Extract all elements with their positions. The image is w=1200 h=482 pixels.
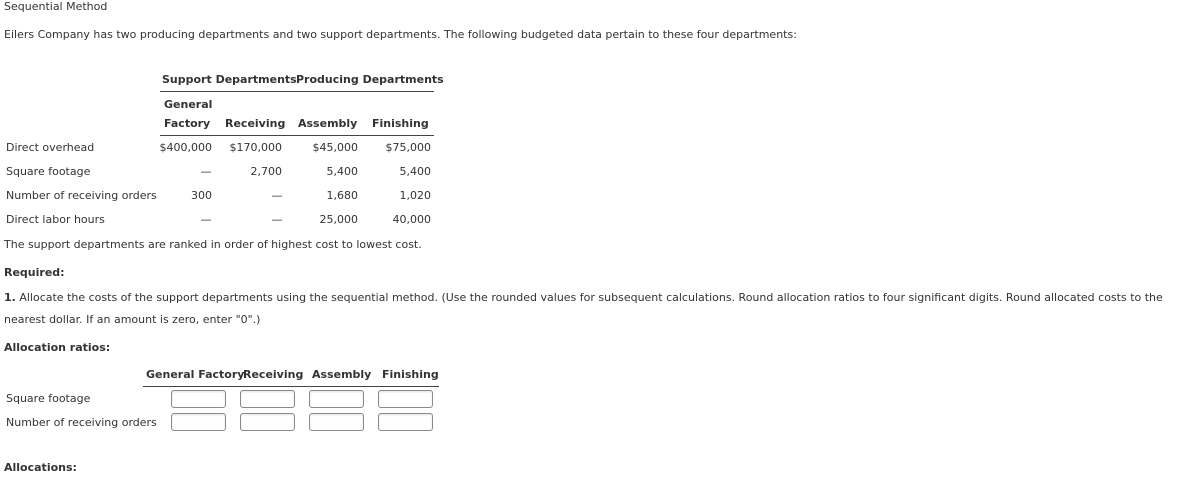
cell-finishing: $75,000 bbox=[385, 141, 431, 154]
cell-finishing: 5,400 bbox=[399, 165, 431, 178]
cell-finishing: 40,000 bbox=[392, 213, 431, 226]
row-label-direct-overhead: Direct overhead bbox=[6, 141, 95, 154]
cell-assembly: 1,680 bbox=[326, 189, 358, 202]
general-header-top: General bbox=[164, 98, 213, 111]
cell-receiving: — bbox=[271, 213, 283, 226]
cell-general: 300 bbox=[191, 189, 212, 202]
question-text bbox=[4, 287, 1196, 331]
cell-receiving: $170,000 bbox=[229, 141, 282, 154]
ratio-input-receiving-orders-assembly[interactable] bbox=[309, 413, 364, 431]
ratio-input-receiving-orders-finishing[interactable] bbox=[378, 413, 433, 431]
ratio-header-assembly: Assembly bbox=[312, 368, 372, 381]
row-label-receiving-orders: Number of receiving orders bbox=[6, 189, 157, 202]
ranking-note: The support departments are ranked in order of highest cost to lowest cost. bbox=[4, 238, 422, 251]
cell-assembly: $45,000 bbox=[312, 141, 358, 154]
cell-general: $400,000 bbox=[159, 141, 212, 154]
allocation-ratios-label: Allocation ratios: bbox=[4, 341, 111, 354]
column-header-rule bbox=[160, 135, 434, 136]
row-label-square-footage: Square footage bbox=[6, 165, 91, 178]
producing-departments-header: Producing Departments bbox=[296, 73, 444, 86]
header-rule bbox=[160, 91, 434, 92]
cell-finishing: 1,020 bbox=[399, 189, 431, 202]
ratio-input-square-footage-general-factory[interactable] bbox=[171, 390, 226, 408]
ratio-row-label-receiving-orders: Number of receiving orders bbox=[6, 416, 157, 429]
row-label-direct-labor-hours: Direct labor hours bbox=[6, 213, 105, 226]
ratio-header-general-factory: General Factory bbox=[146, 368, 245, 381]
ratio-input-square-footage-receiving[interactable] bbox=[240, 390, 295, 408]
ratio-header-finishing: Finishing bbox=[382, 368, 439, 381]
required-label: Required: bbox=[4, 266, 65, 279]
finishing-header: Finishing bbox=[372, 117, 429, 130]
intro-text: Eilers Company has two producing departments and two support departments. The following budgeted data pertain to these four departments: bbox=[4, 28, 797, 41]
ratio-header-receiving: Receiving bbox=[243, 368, 304, 381]
question-number: 1. bbox=[4, 291, 16, 304]
cell-receiving: — bbox=[271, 189, 283, 202]
cell-assembly: 5,400 bbox=[326, 165, 358, 178]
ratio-input-receiving-orders-general-factory[interactable] bbox=[171, 413, 226, 431]
support-departments-header: Support Departments bbox=[162, 73, 297, 86]
cell-general: — bbox=[200, 165, 212, 178]
receiving-header: Receiving bbox=[225, 117, 286, 130]
cell-receiving: 2,700 bbox=[250, 165, 282, 178]
ratio-input-square-footage-assembly[interactable] bbox=[309, 390, 364, 408]
assembly-header: Assembly bbox=[298, 117, 358, 130]
ratio-header-rule bbox=[143, 386, 439, 387]
question-body: Allocate the costs of the support departments using the sequential method. (Use the rounded values for subsequent calculations. Round allocation ratios to four significant digits. Round allocated costs to the nearest dollar. If an amount is zero, enter "0".) bbox=[4, 291, 1163, 326]
allocations-label: Allocations: bbox=[4, 461, 77, 474]
general-header-bottom: Factory bbox=[164, 117, 211, 130]
ratio-input-square-footage-finishing[interactable] bbox=[378, 390, 433, 408]
page-title: Sequential Method bbox=[4, 0, 108, 13]
cell-assembly: 25,000 bbox=[319, 213, 358, 226]
ratio-input-receiving-orders-receiving[interactable] bbox=[240, 413, 295, 431]
ratio-row-label-square-footage: Square footage bbox=[6, 392, 91, 405]
cell-general: — bbox=[200, 213, 212, 226]
